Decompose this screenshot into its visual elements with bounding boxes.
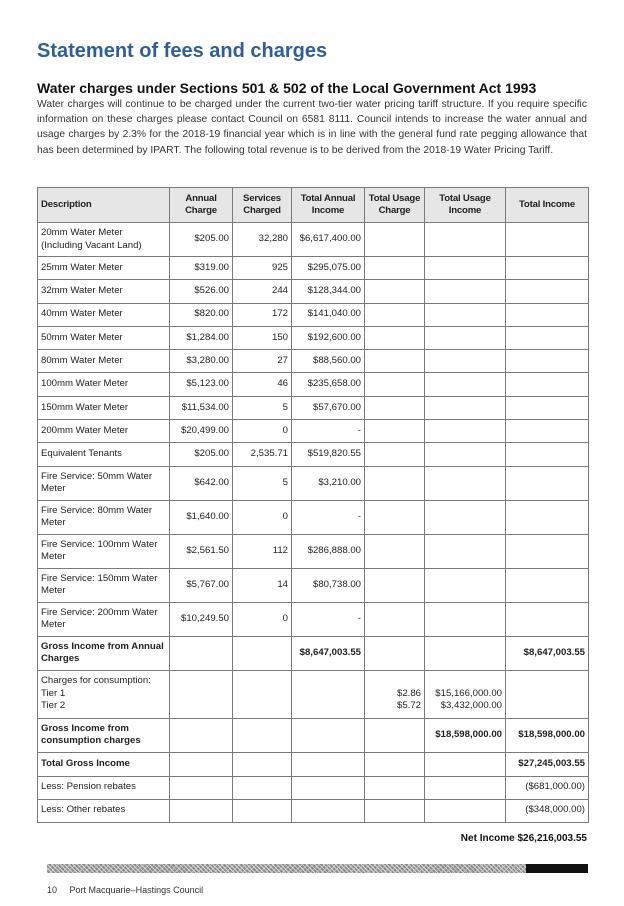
cell-total-annual-income: $6,617,400.00 [292,223,365,257]
table-row [38,670,589,718]
cell-description: Fire Service: 50mm Water Meter [38,466,170,500]
cell-services-charged: 46 [233,373,292,396]
cell-total-usage-income: $15,166,000.00 $3,432,000.00 [425,670,506,718]
cell-annual-charge [170,670,233,718]
cell-services-charged: 32,280 [233,223,292,257]
cell-total-usage-charge [365,568,425,602]
cell-total-usage-income [425,466,506,500]
cell-total-annual-income [292,799,365,822]
cell-total-annual-income: $128,344.00 [292,280,365,303]
footer-organisation: Port Macquarie–Hastings Council [69,885,204,895]
cell-total-usage-charge [365,752,425,776]
cell-total-annual-income: $519,820.55 [292,443,365,466]
table-row [38,776,589,799]
cell-total-annual-income: $286,888.00 [292,534,365,568]
cell-total-usage-charge [365,500,425,534]
cell-description: 100mm Water Meter [38,373,170,396]
cell-total-usage-charge [365,420,425,443]
cell-total-income [506,466,589,500]
cell-description: Fire Service: 150mm Water Meter [38,568,170,602]
cell-services-charged [233,776,292,799]
cell-description: 40mm Water Meter [38,303,170,326]
cell-services-charged [233,670,292,718]
cell-total-annual-income [292,718,365,752]
cell-total-income [506,223,589,257]
cell-total-usage-charge [365,466,425,500]
cell-services-charged: 0 [233,602,292,636]
cell-total-usage-income [425,443,506,466]
cell-total-income [506,303,589,326]
cell-description: 32mm Water Meter [38,280,170,303]
cell-description: Fire Service: 100mm Water Meter [38,534,170,568]
table-row [38,223,589,257]
cell-annual-charge: $11,534.00 [170,396,233,419]
cell-total-income [506,280,589,303]
table-row [38,466,589,500]
cell-services-charged: 244 [233,280,292,303]
cell-total-usage-charge [365,534,425,568]
cell-total-annual-income: $192,600.00 [292,326,365,349]
cell-annual-charge: $1,640.00 [170,500,233,534]
solid-bar-segment [526,864,588,873]
cell-description: Fire Service: 80mm Water Meter [38,500,170,534]
cell-total-income [506,326,589,349]
header-annual-charge: Annual Charge [170,188,233,223]
cell-services-charged: 150 [233,326,292,349]
cell-total-annual-income: - [292,602,365,636]
table-row [38,568,589,602]
cell-description: 50mm Water Meter [38,326,170,349]
table-row [38,636,589,670]
cell-annual-charge: $820.00 [170,303,233,326]
cell-annual-charge [170,776,233,799]
cell-total-usage-income [425,500,506,534]
cell-total-income [506,500,589,534]
cell-total-annual-income: - [292,500,365,534]
cell-total-usage-income [425,420,506,443]
decorative-footer-bar [47,864,588,873]
table-row [38,752,589,776]
cell-total-income [506,396,589,419]
cell-total-income [506,602,589,636]
cell-description: Less: Pension rebates [38,776,170,799]
cell-total-annual-income: $8,647,003.55 [292,636,365,670]
cell-total-usage-charge [365,636,425,670]
page-title: Statement of fees and charges [37,40,328,62]
net-income: Net Income $26,216,003.55 [460,833,587,844]
cell-total-usage-charge [365,799,425,822]
cell-services-charged: 0 [233,500,292,534]
cell-annual-charge: $2,561.50 [170,534,233,568]
cell-services-charged [233,799,292,822]
table-body [38,223,589,823]
table-row [38,326,589,349]
table-row [38,500,589,534]
cell-annual-charge: $3,280.00 [170,350,233,373]
cell-annual-charge: $526.00 [170,280,233,303]
cell-total-usage-charge [365,326,425,349]
table-row [38,443,589,466]
cell-total-usage-charge [365,396,425,419]
patterned-bar-segment [47,864,526,873]
page-number: 10 [47,885,58,895]
header-total-usage-income: Total Usage Income [425,188,506,223]
cell-services-charged: 14 [233,568,292,602]
cell-total-income [506,670,589,718]
cell-annual-charge: $20,499.00 [170,420,233,443]
table-row [38,257,589,280]
cell-total-usage-income [425,280,506,303]
cell-services-charged [233,752,292,776]
cell-total-usage-charge [365,602,425,636]
cell-total-usage-charge [365,718,425,752]
cell-description: Total Gross Income [38,752,170,776]
table-row [38,373,589,396]
header-total-income: Total Income [506,188,589,223]
cell-annual-charge: $319.00 [170,257,233,280]
cell-total-annual-income: $235,658.00 [292,373,365,396]
cell-total-income [506,534,589,568]
cell-annual-charge [170,718,233,752]
table-header-row [38,188,589,223]
table-row [38,420,589,443]
cell-total-income: ($348,000.00) [506,799,589,822]
cell-total-usage-income [425,326,506,349]
cell-total-income [506,568,589,602]
table-row [38,350,589,373]
cell-total-usage-charge [365,350,425,373]
cell-total-usage-income [425,534,506,568]
cell-services-charged: 112 [233,534,292,568]
cell-total-usage-income [425,257,506,280]
cell-services-charged: 0 [233,420,292,443]
cell-total-income [506,350,589,373]
table-row [38,718,589,752]
cell-total-annual-income: $295,075.00 [292,257,365,280]
cell-total-income [506,373,589,396]
cell-services-charged: 925 [233,257,292,280]
cell-total-usage-income [425,373,506,396]
cell-total-income [506,257,589,280]
cell-total-annual-income: $80,738.00 [292,568,365,602]
header-total-usage-charge: Total Usage Charge [365,188,425,223]
cell-total-usage-charge [365,257,425,280]
table-row [38,280,589,303]
cell-total-usage-income [425,568,506,602]
cell-services-charged: 172 [233,303,292,326]
cell-services-charged: 27 [233,350,292,373]
cell-total-usage-income [425,303,506,326]
cell-annual-charge: $10,249.50 [170,602,233,636]
cell-total-income: ($681,000.00) [506,776,589,799]
cell-total-usage-charge [365,776,425,799]
table-row [38,396,589,419]
cell-total-usage-charge [365,223,425,257]
cell-total-annual-income: - [292,420,365,443]
cell-total-usage-income [425,396,506,419]
cell-total-usage-income [425,602,506,636]
cell-annual-charge: $205.00 [170,443,233,466]
cell-total-usage-charge [365,303,425,326]
cell-annual-charge: $5,767.00 [170,568,233,602]
cell-services-charged [233,636,292,670]
cell-description: Equivalent Tenants [38,443,170,466]
cell-total-income: $8,647,003.55 [506,636,589,670]
cell-description: 150mm Water Meter [38,396,170,419]
cell-total-usage-income [425,636,506,670]
cell-total-usage-income [425,350,506,373]
cell-annual-charge: $642.00 [170,466,233,500]
header-services-charged: Services Charged [233,188,292,223]
table-row [38,799,589,822]
cell-annual-charge [170,636,233,670]
cell-description: Fire Service: 200mm Water Meter [38,602,170,636]
table-row [38,602,589,636]
cell-total-usage-income [425,776,506,799]
cell-total-income: $18,598,000.00 [506,718,589,752]
cell-total-usage-charge [365,373,425,396]
cell-description: Less: Other rebates [38,799,170,822]
cell-total-annual-income [292,670,365,718]
cell-annual-charge: $1,284.00 [170,326,233,349]
cell-description: 20mm Water Meter (Including Vacant Land) [38,223,170,257]
cell-total-usage-charge [365,443,425,466]
table-row [38,303,589,326]
cell-total-usage-income [425,223,506,257]
cell-total-usage-income: $18,598,000.00 [425,718,506,752]
cell-description: Gross Income from Annual Charges [38,636,170,670]
cell-total-annual-income [292,776,365,799]
cell-total-usage-income [425,799,506,822]
cell-total-income [506,420,589,443]
cell-description: 80mm Water Meter [38,350,170,373]
cell-total-income [506,443,589,466]
header-description: Description [38,188,170,223]
cell-description: 200mm Water Meter [38,420,170,443]
section-heading: Water charges under Sections 501 & 502 of the Local Government Act 1993 [37,80,537,96]
cell-total-income: $27,245,003.55 [506,752,589,776]
page-footer [47,885,203,895]
cell-annual-charge: $205.00 [170,223,233,257]
cell-services-charged: 5 [233,466,292,500]
header-total-annual-income: Total Annual Income [292,188,365,223]
cell-services-charged: 5 [233,396,292,419]
cell-annual-charge [170,799,233,822]
cell-services-charged [233,718,292,752]
cell-total-annual-income: $141,040.00 [292,303,365,326]
cell-description: Gross Income from consumption charges [38,718,170,752]
cell-services-charged: 2,535.71 [233,443,292,466]
cell-total-usage-charge: $2.86 $5.72 [365,670,425,718]
cell-total-annual-income: $57,670.00 [292,396,365,419]
intro-paragraph: Water charges will continue to be charged under the current two-tier water pricing tariff structure. If you require specific information on these charges please contact Council on 6581 8111. Council intends to increase the water annual and usage charges by 2.3% for the 2018-19 financial year which is in line with the general fund rate pegging allowance that has been determined by IPART. The following total revenue is to be derived from the 2018-19 Water Pricing Tariff. [37,99,587,156]
cell-total-annual-income [292,752,365,776]
cell-description: Charges for consumption: Tier 1 Tier 2 [38,670,170,718]
cell-total-annual-income: $3,210.00 [292,466,365,500]
cell-total-usage-income [425,752,506,776]
table-row [38,534,589,568]
cell-annual-charge [170,752,233,776]
cell-total-annual-income: $88,560.00 [292,350,365,373]
water-charges-table [37,187,589,823]
cell-annual-charge: $5,123.00 [170,373,233,396]
cell-total-usage-charge [365,280,425,303]
cell-description: 25mm Water Meter [38,257,170,280]
